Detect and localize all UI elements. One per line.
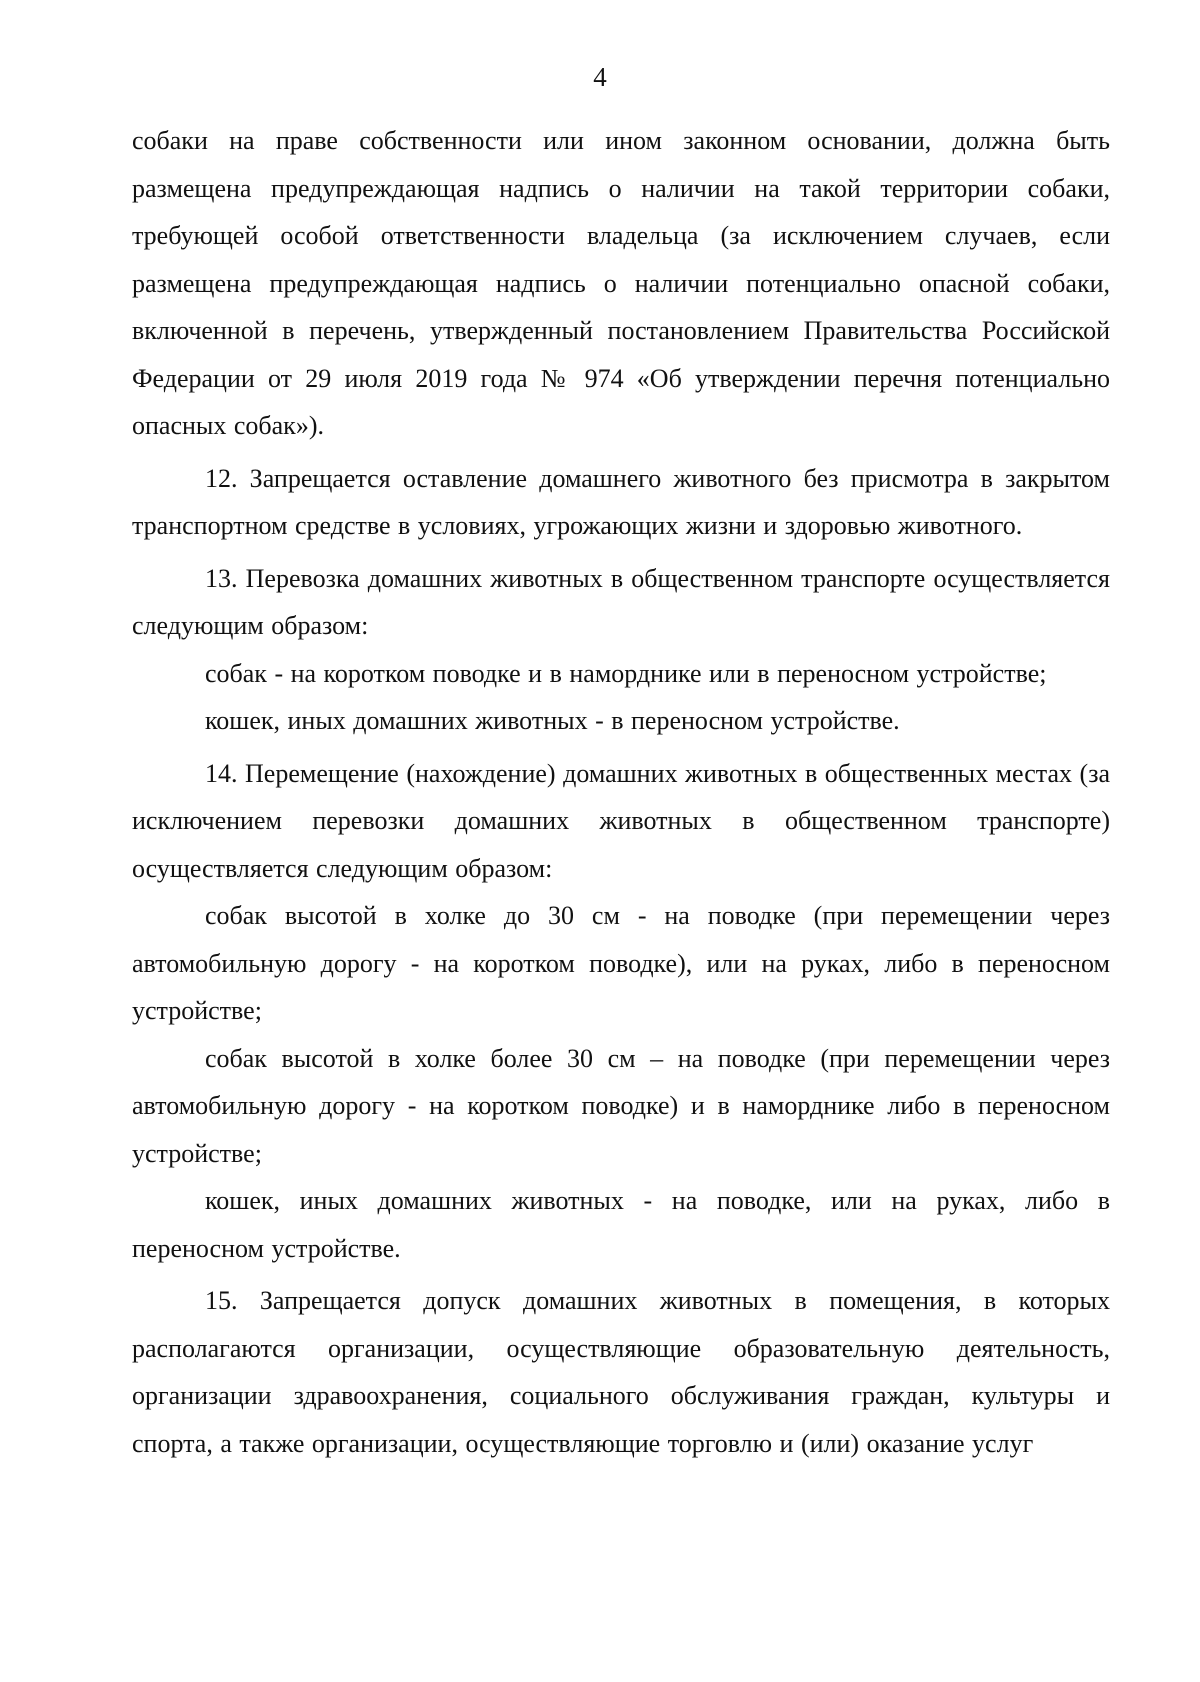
page-number: 4: [593, 62, 607, 92]
paragraph-item-14: 14. Перемещение (нахождение) домашних животных в общественных местах (за исключением перевозки домашних животных в общественном транспорте) осуществляется следующим образом:: [132, 758, 1110, 883]
paragraph-item-14-large-dogs: собак высотой в холке более 30 см – на поводке (при перемещении через автомобильную дорогу - на коротком поводке) и в наморднике либо в переносном устройстве;: [132, 1043, 1110, 1168]
document-body: [132, 117, 1110, 1467]
paragraph-continuation: собаки на праве собственности или ином законном основании, должна быть размещена предупреждающая надпись о наличии на такой территории собаки, требующей особой ответственности владельца (за исключением случаев, если размещена предупреждающая надпись о наличии потенциально опасной собаки, включенной в перечень, утвержденный постановлением Правительства Российской Федерации от 29 июля 2019 года № 974 «Об утверждении перечня потенциально опасных собак»).: [132, 126, 1110, 440]
paragraph-item-15: 15. Запрещается допуск домашних животных в помещения, в которых располагаются организации, осуществляющие образовательную деятельность, организации здравоохранения, социального обслуживания граждан, культуры и спорта, а также организации, осуществляющие торговлю и (или) оказание услуг: [132, 1286, 1110, 1458]
paragraph-item-12: 12. Запрещается оставление домашнего животного без присмотра в закрытом транспортном средстве в условиях, угрожающих жизни и здоровью животного.: [132, 463, 1110, 540]
paragraph-item-14-cats: кошек, иных домашних животных - на поводке, или на руках, либо в переносном устройстве.: [132, 1186, 1110, 1263]
paragraph-item-13-dogs: собак - на коротком поводке и в наморднике или в переносном устройстве;: [205, 658, 1047, 688]
paragraph-item-13-cats: кошек, иных домашних животных - в переносном устройстве.: [205, 706, 900, 735]
paragraph-item-13: 13. Перевозка домашних животных в общественном транспорте осуществляется следующим образом:: [132, 563, 1110, 640]
paragraph-item-14-small-dogs: собак высотой в холке до 30 см - на поводке (при перемещении через автомобильную дорогу - на коротком поводке), или на руках, либо в переносном устройстве;: [132, 901, 1110, 1025]
